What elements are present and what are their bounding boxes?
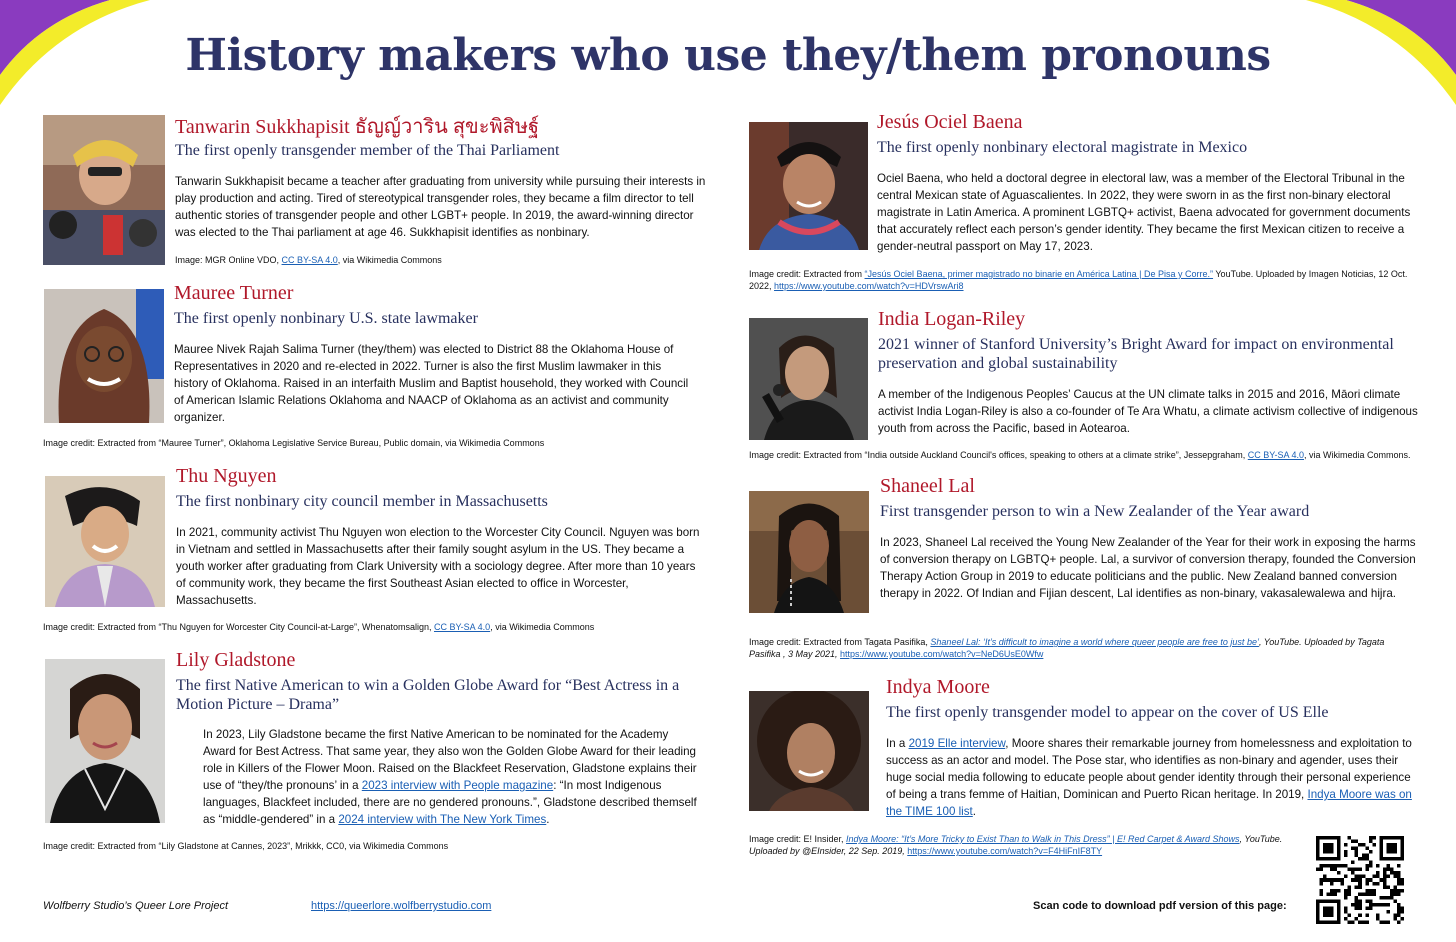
person-name: Jesús Ociel Baena [877, 111, 1023, 133]
portrait-shaneel-lal [749, 491, 869, 613]
person-bio: Tanwarin Sukkhapisit became a teacher after graduating from university while pursuing their interests in play production and acting. Tired of stereotypical transgender roles, they became a film director to tell authentic stories of transgender people and other LGBT+ people. In 2019, the award-winning director was elected to the Thai parliament at age 46. Sukkhapisit identifies as nonbinary. [175, 175, 706, 239]
video-title-link[interactable]: Indya Moore: “It’s More Tricky to Exist Than to Walk in This Dress” | E! Red Carpet & Award Shows [846, 834, 1240, 844]
video-title-link[interactable]: Shaneel Lal: ‘It’s difficult to imagine a world where queer people are free to just be’ [930, 637, 1259, 647]
person-achievement: The first openly transgender model to appear on the cover of US Elle [886, 704, 1329, 721]
person-bio: In 2021, community activist Thu Nguyen won election to the Worcester City Council. Nguyen was born in Vietnam and settled in Massachusetts after their family sought asylum in the US. They became a youth worker after graduating from Clark University with a sociology degree. After more than 10 years of community work, they became the first Southeast Asian elected to office in Worcester, Massachusetts. [176, 526, 700, 607]
person-bio: Ociel Baena, who held a doctoral degree in electoral law, was a member of the Electoral Tribunal in the central Mexican state of Aguascalientes. In 2022, they were sworn in as the first non-binary electoral magistrate in Latin America. A prominent LGBTQ+ activist, Baena advocated for government documents that accurately reflect each person’s gender identity. They became the first Mexican citizen to receive a gender-neutral passport on May 17, 2023. [877, 172, 1411, 253]
person-achievement: First transgender person to win a New Zealander of the Year award [880, 503, 1310, 520]
person-bio: In a 2019 Elle interview, Moore shares their remarkable journey from homelessness and exploitation to success as an actor and model. The Pose star, who identifies as non-binary and agender, uses their huge social media following to educate people about gender identity through their personal experience of being a trans femme of Haitian, Dominican and Puerto Rican heritage. In 2019, Indya Moore was on the TIME 100 list. [886, 737, 1412, 818]
person-achievement: The first openly nonbinary electoral magistrate in Mexico [877, 139, 1248, 156]
license-link[interactable]: CC BY-SA 4.0 [281, 255, 338, 265]
person-name: Indya Moore [886, 676, 990, 698]
person-bio: Mauree Nivek Rajah Salima Turner (they/them) was elected to District 88 the Oklahoma House of Representatives in 2020 and re-elected in 2022. Turner is also the first Muslim lawmaker in this history of Oklahoma. Raised in an interfaith Muslim and Baptist household, they worked with Council of American Islamic Relations Oklahoma and NAACP of Oklahoma as an activist and community organizer. [174, 343, 689, 424]
project-url-link[interactable]: https://queerlore.wolfberrystudio.com [311, 900, 492, 912]
project-name: Wolfberry Studio’s Queer Lore Project [43, 900, 229, 912]
person-achievement: The first openly nonbinary U.S. state lawmaker [174, 310, 478, 327]
portrait-mauree-turner [44, 289, 164, 423]
person-achievement: The first openly transgender member of the Thai Parliament [175, 142, 560, 159]
video-url-link[interactable]: https://www.youtube.com/watch?v=NeD6UsE0Wfw [840, 649, 1044, 659]
person-name: Lily Gladstone [176, 649, 296, 671]
image-credit: Image credit: Extracted from Tagata Pasifika, Shaneel Lal: ‘It’s difficult to imagine a world where queer people are free to just be’, YouTube. Uploaded by Tagata Pasifika , 3 May 2021, https://www.youtube.com/watch?v=NeD6UsE0Wfw [749, 637, 1385, 659]
video-url-link[interactable]: https://www.youtube.com/watch?v=HDVrswAri8 [774, 281, 964, 291]
image-credit: Image credit: Extracted from “Lily Gladstone at Cannes, 2023”, Mrikkk, CC0, via Wikimedia Commons [43, 841, 449, 851]
nyt-interview-link[interactable]: 2024 interview with The New York Times [338, 813, 547, 826]
image-credit: Image credit: Extracted from “Thu Nguyen for Worcester City Council-at-Large”, Whenatomsalign, CC BY-SA 4.0, via Wikimedia Commons [43, 622, 595, 632]
scan-prompt: Scan code to download pdf version of this page: [1033, 900, 1287, 912]
person-bio: A member of the Indigenous Peoples’ Caucus at the UN climate talks in 2015 and 2016, Māori climate activist India Logan-Riley is also a co-founder of Te Ara Whatu, a climate activism collective of indigenous youth from across the Pacific, based in Aotearoa. [878, 388, 1418, 435]
image-credit: Image credit: Extracted from “Jesús Ociel Baena, primer magistrado no binarie en América Latina | De Pisa y Corre.” YouTube. Uploaded by Imagen Noticias, 12 Oct. 2022, https://www.youtube.com/watch?v=HDVrswAri8 [749, 269, 1408, 291]
portrait-india-logan-riley [749, 318, 868, 440]
page-title: History makers who use they/them pronouns [185, 30, 1271, 81]
person-achievement: The first nonbinary city council member in Massachusetts [176, 493, 548, 510]
image-credit: Image credit: Extracted from “India outside Auckland Council's offices, speaking to others at a climate strike”, Jessepgraham, CC BY-SA 4.0, via Wikimedia Commons. [749, 450, 1411, 460]
license-link[interactable]: CC BY-SA 4.0 [433, 622, 491, 632]
people-interview-link[interactable]: 2023 interview with People magazine [361, 779, 554, 792]
video-url-link[interactable]: https://www.youtube.com/watch?v=F4HiFnIF8TY [907, 846, 1103, 856]
person-bio: In 2023, Shaneel Lal received the Young New Zealander of the Year for their work in exposing the harms of conversion therapy on LGBTQ+ people. Lal, a survivor of conversion therapy, founded the Conversion Therapy Action Group in 2019 to educate politicians and the public. New Zealand banned conversion therapy in 2022. Of Indian and Fijian descent, Lal identifies as non-binary, vakasalewalewa and hijra. [880, 536, 1416, 600]
image-credit: Image credit: Extracted from “Mauree Turner”, Oklahoma Legislative Service Bureau, Public domain, via Wikimedia Commons [43, 438, 545, 448]
portrait-indya-moore [749, 691, 869, 811]
time-100-link[interactable]: Indya Moore was on the TIME 100 list [886, 788, 1412, 818]
qr-code-icon[interactable] [1316, 836, 1404, 924]
license-link[interactable]: CC BY-SA 4.0 [1247, 450, 1304, 460]
person-achievement: The first Native American to win a Golden Globe Award for “Best Actress in a Motion Picture – Drama” [176, 677, 680, 713]
portrait-jesus-ociel-baena [749, 122, 868, 250]
person-achievement: 2021 winner of Stanford University’s Bright Award for impact on environmental preservation and global sustainability [878, 336, 1394, 372]
person-name: Mauree Turner [174, 282, 294, 304]
video-title-link[interactable]: “Jesús Ociel Baena, primer magistrado no binarie en América Latina | De Pisa y Corre.” [864, 269, 1214, 279]
person-name: Tanwarin Sukkhapisit ธัญญ์วาริน สุขะพิสิษฐ์ [175, 116, 540, 138]
person-bio: In 2023, Lily Gladstone became the first Native American to be nominated for the Academy Award for Best Actress. That same year, they also won the Golden Globe Award for their leading role in Killers of the Flower Moon. Raised on the Blackfeet Reservation, Gladstone explains their use of “they/the pronouns’ in a 2023 interview with People magazine: “In most Indigenous languages, Blackfeet included, there are no gendered pronouns.”, Gladstone described themself as “middle-gendered” in a 2024 interview with The New York Times. [203, 728, 697, 826]
person-name: Shaneel Lal [880, 475, 975, 497]
person-name: Thu Nguyen [176, 465, 277, 487]
person-name: India Logan-Riley [878, 308, 1026, 330]
image-credit: Image credit: E! Insider, Indya Moore: “It’s More Tricky to Exist Than to Walk in This Dress” | E! Red Carpet & Award Shows, YouTube. Uploaded by @EInsider, 22 Sep. 2019, https://www.youtube.com/watch?v=F4HiFnIF8TY [749, 834, 1283, 856]
portrait-lily-gladstone [45, 659, 165, 823]
image-credit: Image: MGR Online VDO, CC BY-SA 4.0, via Wikimedia Commons [175, 255, 442, 265]
portrait-tanwarin-sukkhapisit [43, 115, 165, 265]
portrait-thu-nguyen [45, 476, 165, 607]
elle-interview-link[interactable]: 2019 Elle interview [908, 737, 1006, 750]
